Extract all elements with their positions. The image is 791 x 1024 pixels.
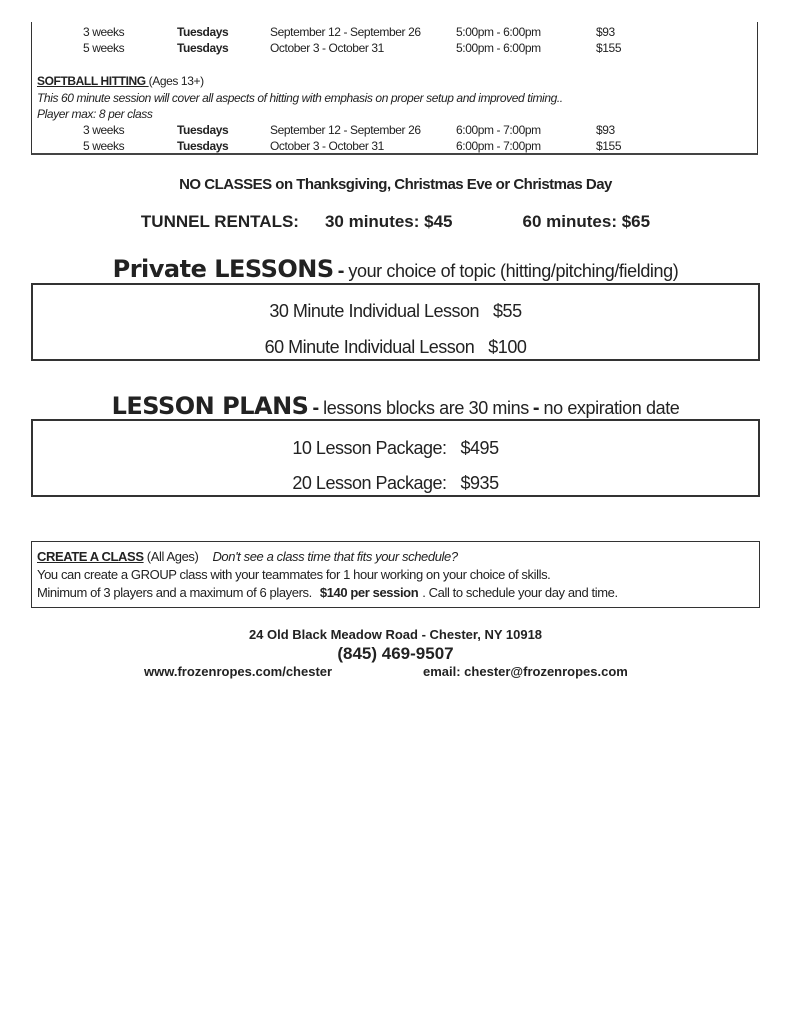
private-lessons-subtitle: your choice of topic (hitting/pitching/fielding): [348, 261, 679, 281]
dates: October 3 - October 31: [270, 139, 384, 153]
player-max: Player max: 8 per class: [37, 107, 153, 121]
footer-address: 24 Old Black Meadow Road - Chester, NY 10918: [248, 627, 543, 642]
lesson-price: $55: [493, 301, 522, 321]
lesson-plans-box: [31, 419, 760, 497]
package-price: $495: [460, 438, 499, 458]
time: 6:00pm - 7:00pm: [456, 123, 541, 137]
lesson-price: $100: [488, 337, 527, 357]
price: $93: [596, 123, 615, 137]
private-lessons-title: Private LESSONS: [112, 255, 334, 283]
create-class-min-max: Minimum of 3 players and a maximum of 6 players.: [37, 585, 312, 600]
package-label: 10 Lesson Package:: [292, 438, 447, 458]
create-a-class-box: [31, 541, 760, 608]
schedule-row: [32, 25, 757, 41]
lesson-label: 30 Minute Individual Lesson: [269, 301, 480, 321]
private-lessons-heading: [0, 255, 791, 284]
create-class-description: You can create a GROUP class with your teammates for 1 hour working on your choice of skills.: [37, 567, 551, 582]
create-class-price: $140 per session: [319, 585, 419, 600]
time: 5:00pm - 6:00pm: [456, 41, 541, 55]
time: 6:00pm - 7:00pm: [456, 139, 541, 153]
lesson-plans-title: LESSON PLANS: [111, 392, 309, 420]
lesson-label: 60 Minute Individual Lesson: [264, 337, 475, 357]
create-class-ages: (All Ages): [143, 549, 199, 564]
schedule-row: [32, 123, 757, 139]
duration: 5 weeks: [83, 41, 125, 55]
day: Tuesdays: [177, 139, 229, 153]
heading-dash: -: [312, 397, 320, 419]
package-price: $935: [460, 473, 499, 493]
lesson-plans-subtitle-2: no expiration date: [543, 398, 680, 418]
package-label: 20 Lesson Package:: [292, 473, 447, 493]
lesson-item: [33, 337, 758, 358]
create-class-question: Don't see a class time that fits your schedule?: [212, 549, 458, 564]
day: Tuesdays: [177, 25, 229, 39]
heading-dash: -: [532, 397, 540, 419]
schedule-row: [32, 41, 757, 57]
no-classes-notice: NO CLASSES on Thanksgiving, Christmas Eve or Christmas Day: [179, 176, 612, 193]
package-item: [33, 438, 758, 459]
dates: October 3 - October 31: [270, 41, 384, 55]
footer-email[interactable]: email: chester@frozenropes.com: [423, 664, 628, 679]
day: Tuesdays: [177, 123, 229, 137]
lesson-item: [33, 301, 758, 322]
class-schedule-box: [31, 22, 758, 155]
price: $155: [596, 139, 622, 153]
softball-hitting-title: [37, 74, 204, 88]
heading-dash: -: [337, 260, 345, 282]
duration: 3 weeks: [83, 25, 125, 39]
price: $155: [596, 41, 622, 55]
duration: 5 weeks: [83, 139, 125, 153]
dates: September 12 - September 26: [270, 123, 421, 137]
tunnel-rentals: [0, 212, 791, 232]
footer-website[interactable]: www.frozenropes.com/chester: [144, 664, 333, 679]
class-ages: (Ages 13+): [148, 74, 204, 88]
create-class-title: CREATE A CLASS: [37, 549, 144, 564]
package-item: [33, 473, 758, 494]
duration: 3 weeks: [83, 123, 125, 137]
private-lessons-box: [31, 283, 760, 361]
create-class-details: [37, 585, 618, 600]
lesson-plans-subtitle-1: lessons blocks are 30 mins: [323, 398, 529, 418]
tunnel-option-30: 30 minutes: $45: [324, 212, 453, 231]
class-description: This 60 minute session will cover all aspects of hitting with emphasis on proper setup and improved timing..: [37, 91, 563, 105]
price: $93: [596, 25, 615, 39]
time: 5:00pm - 6:00pm: [456, 25, 541, 39]
create-class-call: . Call to schedule your day and time.: [422, 585, 618, 600]
tunnel-rentals-label: TUNNEL RENTALS:: [140, 212, 299, 231]
footer-phone: (845) 469-9507: [337, 644, 454, 663]
day: Tuesdays: [177, 41, 229, 55]
class-name: SOFTBALL HITTING: [37, 74, 149, 88]
tunnel-option-60: 60 minutes: $65: [522, 212, 651, 231]
schedule-row: [32, 139, 757, 155]
dates: September 12 - September 26: [270, 25, 421, 39]
create-class-title-line: [37, 549, 458, 564]
lesson-plans-heading: [0, 392, 791, 421]
